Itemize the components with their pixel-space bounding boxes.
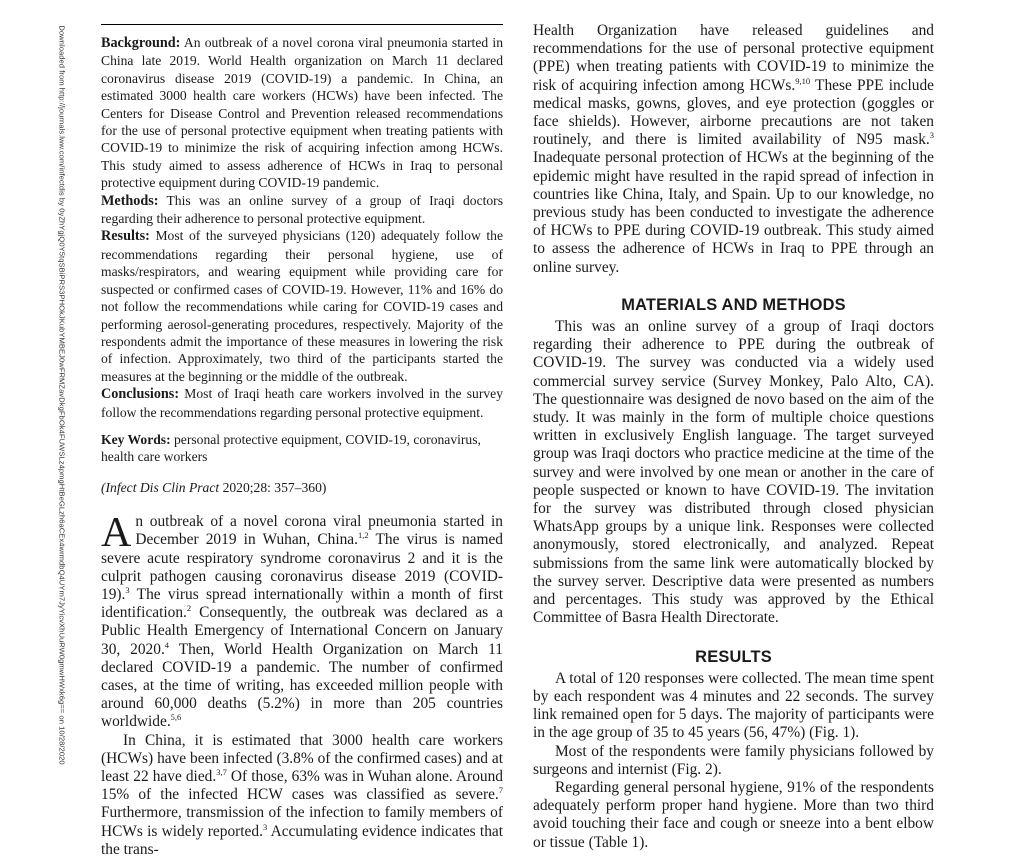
results-paragraph-3: Regarding general personal hygiene, 91% of the respondents adequately perform proper hand hygiene. More than two third avoid touching their face and cough or sneeze into a bent elbow or tissue (Table 1).: [533, 778, 934, 851]
abstract-results: [101, 227, 503, 385]
conclusions-text: Most of Iraqi heath care workers involved in the survey follow the recommendations regarding personal protective equipment.: [101, 386, 503, 420]
key-words: [101, 431, 503, 466]
abstract-methods: [101, 192, 503, 228]
intro-continuation: [533, 22, 934, 277]
intro-text: The virus spread internationally within a month of first identification.: [101, 585, 503, 622]
reference-marker: 7: [498, 785, 503, 796]
reference-marker: 9,10: [795, 75, 811, 86]
abstract: [101, 24, 503, 421]
intro-text: Of those, 63% was in Wuhan alone. Around 15% of the infected HCW cases was classified as severe.: [101, 768, 503, 804]
methods-heading: MATERIALS AND METHODS: [621, 295, 846, 314]
citation-journal: (Infect Dis Clin Pract: [101, 479, 220, 495]
intro-text: Then, World Health Organization on March 11 declared COVID-19 a pandemic. The number of confirmed cases, at the time of writing, has exceeded million people with around 60,000 deaths (5.2%) in more than 205 countries worldwide.: [101, 640, 503, 731]
background-label: Background:: [101, 35, 181, 51]
reference-marker: 3,7: [216, 767, 227, 777]
intro-text: Accumulating evidence indicates that the trans-: [101, 822, 503, 858]
reference-marker: 5,6: [170, 712, 182, 723]
intro-text: n outbreak of a novel corona viral pneumonia started in December 2019 in Wuhan, China.: [135, 513, 503, 549]
citation: [101, 479, 503, 496]
intro-paragraph-1: [101, 510, 503, 731]
background-text: An outbreak of a novel corona viral pneumonia started in China late 2019. World Health organization on March 11 declared coronavirus disease 2019 (COVID-19) a pandemic. In China, an estimated 3000 health care workers (HCWs) have been infected. The Centers for Disease Control and Prevention released recommendations for the use of personal protective equipment when treating patients with COVID-19 to minimize the risk of acquiring infection among HCWs. This study aimed to assess adherence of HCWs in Iraq to personal protective equipment during COVID-19 pandemic.: [101, 35, 503, 191]
key-words-label: Key Words:: [101, 431, 171, 447]
key-words-text: personal protective equipment, COVID-19, coronavirus, health care workers: [101, 431, 481, 465]
intro-text: Consequently, the outbreak was declared as a Public Health Emergency of International Concern on January 30, 2020.: [101, 604, 503, 658]
methods-text: This was an online survey of a group of Iraqi doctors regarding their adherence to personal protective equipment.: [101, 192, 503, 227]
results-paragraph-2: Most of the respondents were family physicians followed by surgeons and internist (Fig. 2).: [533, 742, 934, 778]
reference-marker: 3: [125, 584, 130, 595]
abstract-background: [101, 34, 503, 192]
intro-text: Furthermore, transmission of the infection to family members of HCWs is widely reported.: [101, 804, 503, 840]
results-text: Most of the surveyed physicians (120) adequately follow the recommendations regarding their personal hygiene, use of masks/respirators, and wearing equipment while providing care for suspected or confirmed cases of COVID-19. However, 11% and 16% do not follow the recommendations while caring for COVID-19 cases and performing aerosol-generating procedures, respectively. Majority of the respondents admit the importance of these measures in lowering the risk of infection. Approximately, two third of the participants started the measures at the beginning or the middle of the outbreak.: [101, 228, 503, 384]
right-column: [533, 22, 934, 852]
body-text: Inadequate personal protection of HCWs at the beginning of the epidemic might have resulted in the rapid spread of infection in countries like China, Italy, and Spain. Up to our knowledge, no previous study has been conducted to investigate the adherence of HCWs to PPE during COVID-19 outbreak. This study aimed to assess the adherence of HCWs in Iraq to PPE through an online survey.: [533, 149, 934, 276]
results-label: Results:: [101, 228, 150, 245]
left-column: [101, 24, 503, 859]
results-paragraph-1: A total of 120 responses were collected. The mean time spent by each respondent was 4 minutes and 22 seconds. The survey link remained open for 5 days. The majority of participants were in the age group of 35 to 45 years (56, 47%) (Fig. 1).: [533, 669, 934, 742]
intro-text: In China, it is estimated that 3000 health care workers (HCWs) have been infected (3.8% of the confirmed cases) and at least 22 have died.: [101, 731, 503, 785]
abstract-conclusions: [101, 385, 503, 421]
reference-marker: 4: [164, 639, 170, 650]
reference-marker: 1,2: [357, 530, 369, 541]
methods-label: Methods:: [101, 192, 159, 209]
introduction: [101, 510, 503, 859]
body-text: Health Organization have released guidelines and recommendations for the use of personal protective equipment (PPE) when treating patients with COVID-19 to minimize the risk of acquiring infection among HCWs.: [533, 22, 934, 94]
conclusions-label: Conclusions:: [101, 386, 180, 403]
reference-marker: 3: [929, 130, 934, 141]
reference-marker: 3: [262, 821, 268, 832]
results-heading: RESULTS: [695, 647, 772, 666]
download-watermark-text: Downloaded from http://journals.lww.com/infectdis by 0yZhYgjQ0Y5tqSBiPRS3PHOkJKubYMBEJ0wFRMZavDkgFbOk4FUWSLz4pmgHtBeGLzh6aCEx4wrmdbQ4UYm7JyYicvXhUuRW0gmwHWxk6g== on 10/28/2020: [57, 25, 67, 765]
intro-paragraph-2: [101, 732, 503, 859]
intro-text: The virus is named severe acute respiratory syndrome coronavirus 2 and it is the culprit pathogen causing coronavirus disease 2019 (COVID-19).: [101, 531, 503, 603]
body-text: These PPE include medical masks, gowns, gloves, and eye protection (goggles or face shields). However, airborne precautions are not taken routinely, and there is limited availability of N95 mask.: [533, 76, 934, 149]
reference-marker: 2: [186, 603, 192, 614]
citation-volume: 2020;28: 357–360): [219, 479, 327, 495]
download-watermark: [52, 25, 72, 765]
methods-paragraph: This was an online survey of a group of Iraqi doctors regarding their adherence to PPE during the outbreak of COVID-19. The survey was conducted via a widely used commercial survey service (Survey Monkey, Palo Alto, CA). The questionnaire was designed de novo based on the aim of the study. It was mainly in the form of multiple choice questions written in exclusively English language. The target surveyed group was Iraqi doctors who practice medicine at the time of the survey and were involved by one mean or another in the care of people suspected or known to have COVID-19. The invitation for the survey was distributed through closed physician WhatsApp groups by a unique link. Responses were collected anonymously, stored electronically, and analyzed. Repeat submissions from the same link were automatically blocked by the survey server. Descriptive data were presented as numbers and percentages. This study was approved by the Ethical Committee of Basra Health Directorate.: [533, 318, 934, 627]
drop-cap: A: [101, 510, 132, 557]
